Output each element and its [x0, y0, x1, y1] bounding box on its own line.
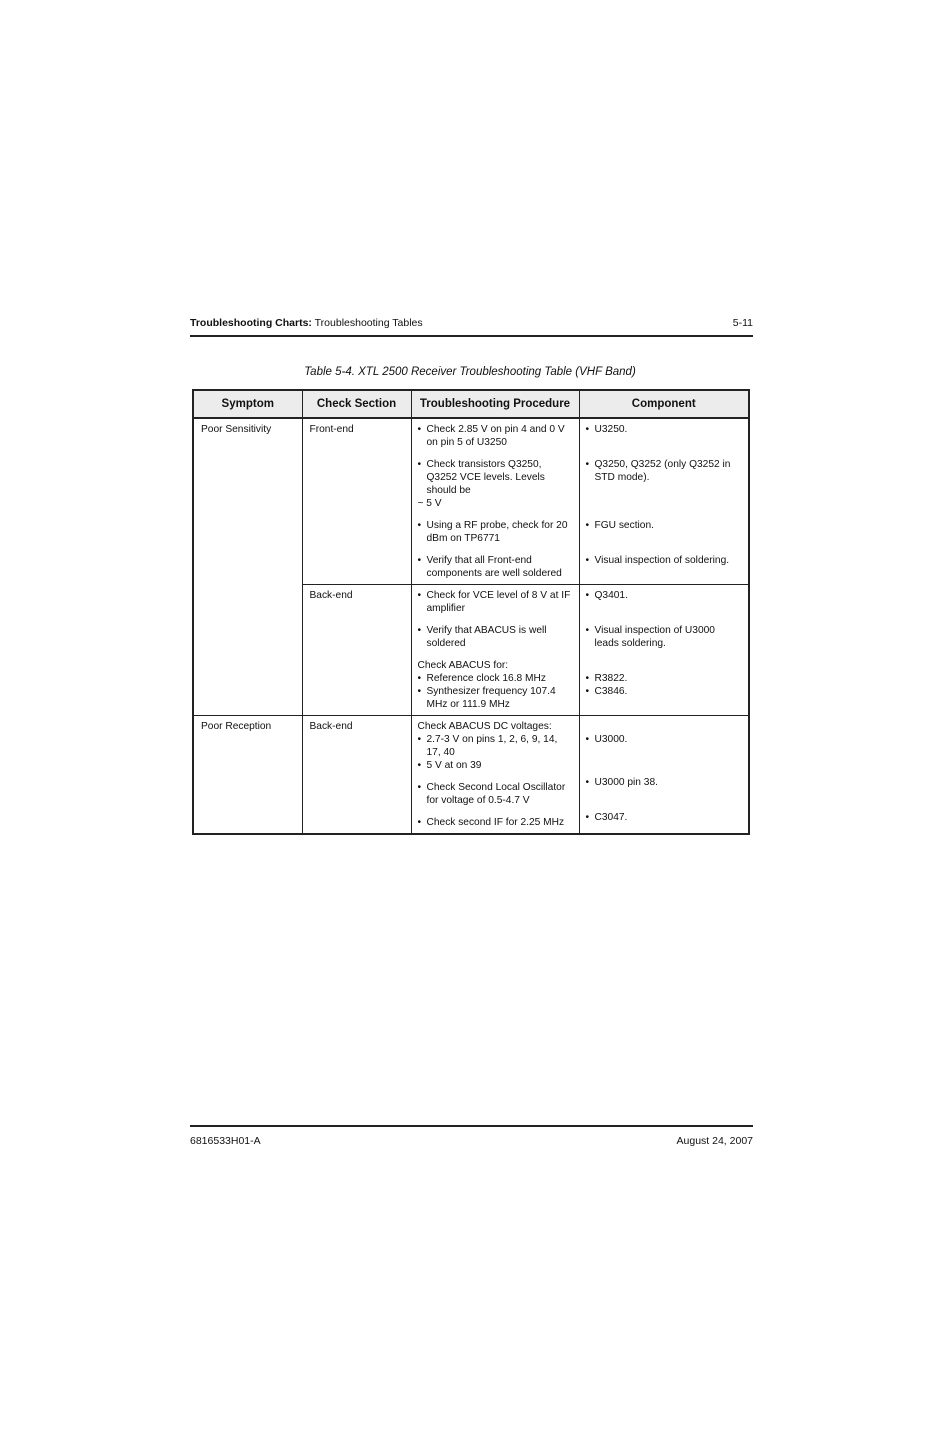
procedure-text: • Reference clock 16.8 MHz	[418, 672, 573, 685]
component-item: • U3000.	[586, 733, 743, 746]
procedure-text: ~ 5 V	[417, 498, 442, 509]
component-item: • Q3401.	[586, 589, 743, 602]
procedure-item: • Check for VCE level of 8 V at IF amplifier	[418, 589, 573, 615]
procedure-item: • Check 2.85 V on pin 4 and 0 V on pin 5 of U3250	[418, 423, 573, 449]
procedure-text: • Synthesizer frequency 107.4 MHz or 111.9 MHz	[418, 685, 573, 711]
header-title-rest: Troubleshooting Tables	[311, 317, 423, 329]
procedure-item: • Check Second Local Oscillator for voltage of 0.5-4.7 V	[418, 781, 573, 807]
procedure-item	[418, 458, 573, 510]
page-number: 5-11	[732, 317, 753, 329]
document-number: 6816533H01-A	[190, 1135, 261, 1147]
symptom-cell: Poor Reception	[193, 716, 302, 835]
table-row	[193, 418, 749, 585]
header-title-bold: Troubleshooting Charts:	[190, 317, 312, 329]
column-header-procedure: Troubleshooting Procedure	[411, 390, 579, 418]
check-section-cell: Back-end	[302, 716, 411, 835]
page-footer	[190, 1125, 753, 1147]
table-row	[193, 716, 749, 835]
procedure-cell	[411, 418, 579, 585]
component-item: • U3250.	[586, 423, 743, 436]
component-item: • FGU section.	[586, 519, 743, 532]
procedure-text: • 2.7-3 V on pins 1, 2, 6, 9, 14, 17, 40	[418, 733, 573, 759]
procedure-item: • Check second IF for 2.25 MHz	[418, 816, 573, 829]
column-header-component: Component	[579, 390, 749, 418]
troubleshooting-table	[192, 389, 750, 835]
procedure-text: Check ABACUS for:	[417, 660, 509, 671]
procedure-text: • 5 V at on 39	[418, 759, 573, 772]
page-header	[190, 315, 753, 337]
component-item: • Visual inspection of U3000 leads soldering.	[586, 624, 743, 650]
component-item: • Visual inspection of soldering.	[586, 554, 743, 567]
procedure-item: • Verify that ABACUS is well soldered	[418, 624, 573, 650]
check-section-cell: Back-end	[302, 585, 411, 716]
header-title	[190, 317, 423, 329]
table-header-row	[193, 390, 749, 418]
procedure-item	[418, 659, 573, 711]
symptom-cell: Poor Sensitivity	[193, 418, 302, 716]
check-section-cell: Front-end	[302, 418, 411, 585]
component-item: • R3822.	[586, 672, 743, 685]
document-date: August 24, 2007	[676, 1135, 753, 1147]
procedure-text: Check ABACUS DC voltages:	[417, 721, 552, 732]
procedure-item: • Verify that all Front-end components are well soldered	[418, 554, 573, 580]
component-cell	[579, 418, 749, 585]
component-item: • C3047.	[586, 811, 743, 824]
procedure-item: • Using a RF probe, check for 20 dBm on TP6771	[418, 519, 573, 545]
column-header-check-section: Check Section	[302, 390, 411, 418]
column-header-symptom: Symptom	[193, 390, 302, 418]
table-caption: Table 5-4. XTL 2500 Receiver Troubleshooting Table (VHF Band)	[304, 366, 636, 378]
procedure-item	[418, 720, 573, 772]
component-item: • C3846.	[586, 685, 743, 698]
procedure-cell	[411, 585, 579, 716]
component-cell	[579, 585, 749, 716]
procedure-cell	[411, 716, 579, 835]
procedure-text: • Check transistors Q3250, Q3252 VCE levels. Levels should be	[418, 458, 573, 497]
component-item: • Q3250, Q3252 (only Q3252 in STD mode).	[586, 458, 743, 484]
component-cell	[579, 716, 749, 835]
component-item: • U3000 pin 38.	[586, 776, 743, 789]
